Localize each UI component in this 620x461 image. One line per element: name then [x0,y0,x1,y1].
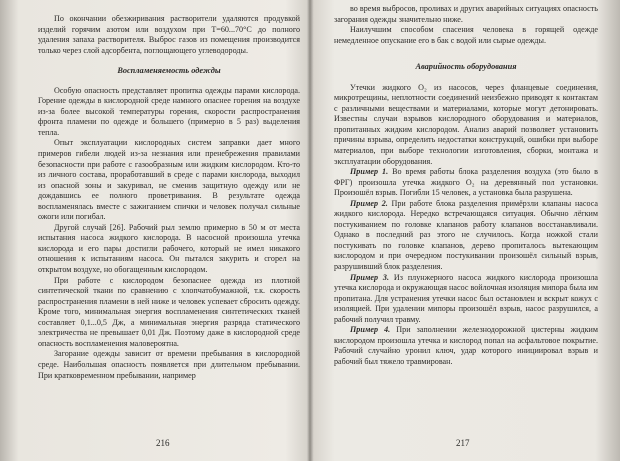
right-paragraph-1: во время выбросов, проливах и других аварийных ситуациях опасность загорания одежды значительно ниже. [334,4,598,24]
section-heading-clothing-flammability: Воспламеняемость одежды [117,66,221,76]
right-paragraph-2: Наилучшим способом спасения человека в горящей одежде немедленное опускание его в бак с водой или сырые одежды. [334,25,598,45]
left-paragraph-6: Загорание одежды зависит от времени пребывания в кислородной среде. Наибольшая опасность появляется при длительном пребывании. При кратковременном пребывании, например [38,349,300,380]
left-paragraph-4: Другой случай [26]. Рабочий рыл землю примерно в 50 м от места испытания насоса жидкого кислорода. В насосной произошла утечка кислорода и его пары достигли рабочего, который не имел никакого отношения к испытаниям насоса. Он пытался закурить и сгорел на открытом воздухе, но обогащенным кислородом. [38,222,300,275]
example-2-label: Пример 2. [350,198,388,208]
left-page [38,0,300,461]
left-paragraph-1: По окончании обезжиривания растворители удаляются продувкой изделий горячим азотом или воздухом при T=60...70°C до полного удаления запаха растворителя. Выброс газов из помещения производится только через слой адсорбента, поглощающего углеводороды. [38,14,300,55]
right-page [334,0,598,461]
example-4 [334,325,598,367]
example-3 [334,273,598,326]
left-paragraph-3: Опыт эксплуатации кислородных систем заправки дает много примеров гибели людей из-за незнания или пренебрежения правилами безопасности при работе с газообразным или жидким кислородом. Кто-то из личного состава, проработавший в среде с парами кислорода, выходил из опасной зоны и закуривал, не сменив защитную одежду или не дождавшись ее полного проветривания. В результате одежда воспламенялась вместе с зажиганием спички и человек получал сильные ожоги или погибал. [38,138,300,222]
example-4-text: При заполнении железнодорожной цистерны жидким кислородом произошла утечка и кислород попал на асфальтовое покрытие. Рабочий случайно уронил ключ, удар которого инициировал взрыв и рабочий был тяжело травмирован. [334,325,598,366]
example-2 [334,199,598,273]
example-4-label: Пример 4. [350,325,391,335]
right-paragraph-3: Утечки жидкого O₂ из насосов, через фланцевые соединения, микротрещины, неплотности соединений неизбежно приводят к контактам с различными веществами и материалами, которые могут детонировать. Известны случаи взрывов кислородного оборудования и материалов, пропитанных жидким кислородом. Анализ аварий позволяет установить причины взрыва, определить недостатки конструкций, ошибки при выборе материалов, при выборе технологии изготовления, сборки, монтажа и эксплуатации оборудования. [334,82,598,166]
left-page-content [38,0,300,381]
section-heading-equipment-accidents: Аварийность оборудования [415,62,517,72]
example-1-label: Пример 1. [350,167,389,177]
example-2-text: При работе блока разделения примёрзли клапаны насоса жидкого кислорода. Нередко встречающаяся ситуация. Обычно лёгким постукиванием по головке клапанов работу клапанов восстанавливали. Однако в последний раз этого не случилось. Когда ножкой стали постукивать по головке клапанов, дерево пропиталось вытекающим кислородом и при очередном постукивании произошёл сильный взрыв, разрушивший блок разделения. [334,198,598,272]
right-page-content [334,0,598,368]
left-paragraph-5: При работе с кислородом безопаснее одежда из плотной синтетической ткани по сравнению с хлопчатобумажной, т.к. скорость распространения пламени в ней ниже и человек успевает сбросить одежду. Кроме того, минимальная энергия воспламенения синтетических тканей составляет 0,1...0,5 Дж, а минимальная энергия разряда статического электричества не превышает 0,01 Дж. Поэтому даже в кислородной среде опасность воспламенения маловероятна. [38,275,300,348]
left-paragraph-2: Особую опасность представляет пропитка одежды парами кислорода. Горение одежды в кислородной среде намного опаснее горения на воздухе из-за более высокой температуры горения, скорости распространения фронта пламени по одежде и большего (примерно в 5 раз) выделения тепла. [38,85,300,137]
example-3-text: Из плунжерного насоса жидкого кислорода произошла утечка кислорода и окружающая насос войлочная изоляция мипора была им пропитана. Для устранения утечки насос был остановлен и вскрыт кожух с изоляцией. При удалении мипоры произошёл взрыв, насос разрушился, а рабочий получил травму. [334,272,598,324]
page-number-right: 217 [456,438,470,449]
example-1 [334,167,598,199]
example-3-label: Пример 3. [350,272,389,282]
page-number-left: 216 [156,438,170,449]
example-1-text: Во время работы блока разделения воздуха (это было в ФРГ) произошла утечка жидкого O₂ на деревянный пол установки. Произошёл взрыв. Погибли 15 человек, а установка была разрушена. [334,167,598,198]
